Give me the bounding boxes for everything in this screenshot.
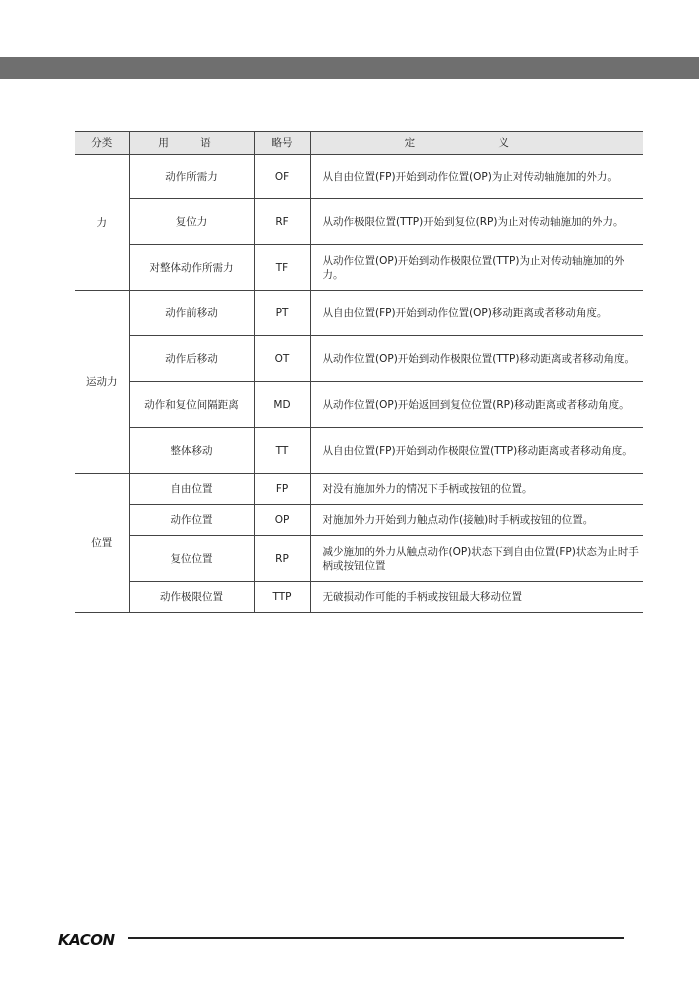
abbr-cell: MD [254, 382, 310, 428]
table-row [75, 155, 643, 199]
footer-divider [128, 937, 624, 939]
terminology-table [75, 131, 643, 613]
abbr-cell: OP [254, 505, 310, 536]
header-definition: 定 义 [310, 132, 643, 155]
definition-cell: 从动作位置(OP)开始到动作极限位置(TTP)为止对传动轴施加的外力。 [310, 245, 643, 291]
term-cell: 动作和复位间隔距离 [129, 382, 254, 428]
table-row [75, 382, 643, 428]
abbr-cell: TF [254, 245, 310, 291]
definition-cell: 对没有施加外力的情况下手柄或按钮的位置。 [310, 474, 643, 505]
table-row [75, 245, 643, 291]
term-cell: 复位力 [129, 199, 254, 245]
header-category: 分类 [75, 132, 129, 155]
table-row [75, 291, 643, 336]
category-position: 位置 [75, 474, 129, 613]
category-motion: 运动力 [75, 291, 129, 474]
header-abbr: 略号 [254, 132, 310, 155]
table-row [75, 336, 643, 382]
abbr-cell: OT [254, 336, 310, 382]
header-band [0, 57, 699, 79]
abbr-cell: RP [254, 536, 310, 582]
table-header-row [75, 132, 643, 155]
definition-cell: 从动作位置(OP)开始到动作极限位置(TTP)移动距离或者移动角度。 [310, 336, 643, 382]
table-row [75, 474, 643, 505]
definition-cell: 从动作位置(OP)开始返回到复位位置(RP)移动距离或者移动角度。 [310, 382, 643, 428]
category-force: 力 [75, 155, 129, 291]
definition-cell: 对施加外力开始到力触点动作(接触)时手柄或按钮的位置。 [310, 505, 643, 536]
term-cell: 动作所需力 [129, 155, 254, 199]
term-cell: 自由位置 [129, 474, 254, 505]
abbr-cell: OF [254, 155, 310, 199]
definition-cell: 从自由位置(FP)开始到动作位置(OP)为止对传动轴施加的外力。 [310, 155, 643, 199]
definition-cell: 从自由位置(FP)开始到动作位置(OP)移动距离或者移动角度。 [310, 291, 643, 336]
definition-cell: 从自由位置(FP)开始到动作极限位置(TTP)移动距离或者移动角度。 [310, 428, 643, 474]
definition-cell: 从动作极限位置(TTP)开始到复位(RP)为止对传动轴施加的外力。 [310, 199, 643, 245]
term-cell: 整体移动 [129, 428, 254, 474]
abbr-cell: RF [254, 199, 310, 245]
abbr-cell: FP [254, 474, 310, 505]
table-row [75, 582, 643, 613]
table-row [75, 505, 643, 536]
term-cell: 动作后移动 [129, 336, 254, 382]
term-cell: 动作极限位置 [129, 582, 254, 613]
kacon-logo: KACON [58, 931, 115, 949]
table-row [75, 199, 643, 245]
abbr-cell: TT [254, 428, 310, 474]
abbr-cell: PT [254, 291, 310, 336]
term-cell: 动作位置 [129, 505, 254, 536]
term-cell: 对整体动作所需力 [129, 245, 254, 291]
definition-cell: 减少施加的外力从触点动作(OP)状态下到自由位置(FP)状态为止时手柄或按钮位置 [310, 536, 643, 582]
abbr-cell: TTP [254, 582, 310, 613]
term-cell: 动作前移动 [129, 291, 254, 336]
term-cell: 复位位置 [129, 536, 254, 582]
table-row [75, 536, 643, 582]
table-row [75, 428, 643, 474]
header-term: 用 语 [129, 132, 254, 155]
definition-cell: 无破损动作可能的手柄或按钮最大移动位置 [310, 582, 643, 613]
